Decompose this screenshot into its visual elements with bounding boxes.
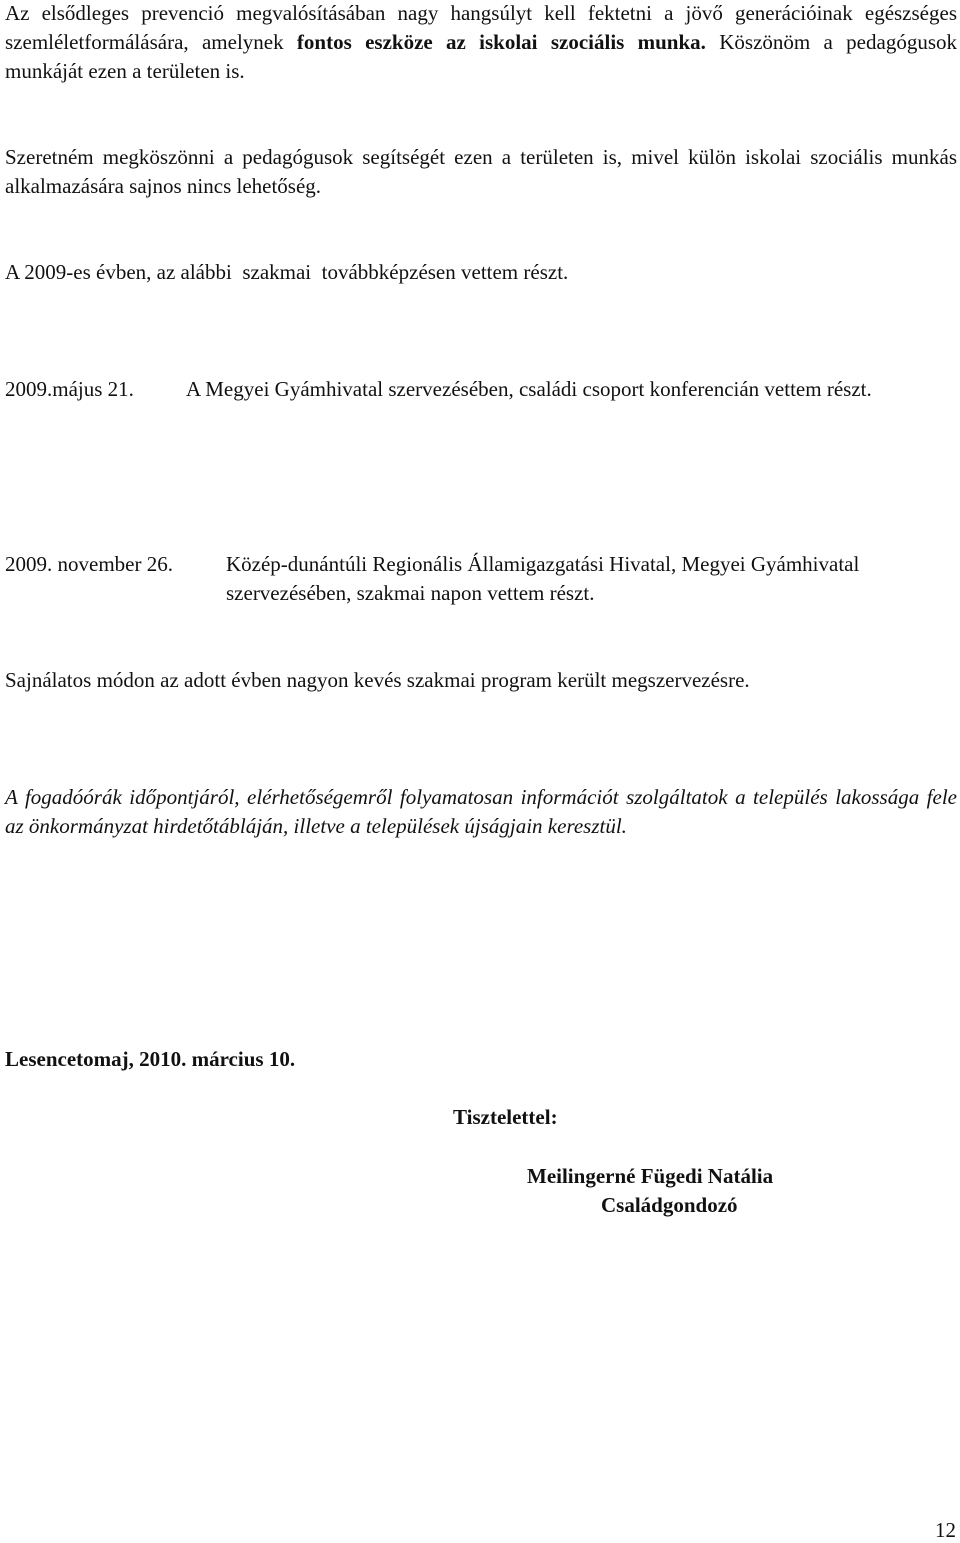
paragraph-few-programs: Sajnálatos módon az adott évben nagyon kevés szakmai program került megszervezésre. (5, 668, 750, 692)
event-may (5, 375, 957, 435)
paragraph-thanks-teachers: Szeretném megköszönni a pedagógusok segítségét ezen a területen is, mivel külön iskolai szociális munkás alkalmazására sajnos nincs lehetőség. (5, 145, 957, 198)
event-description: Közép-dunántúli Regionális Államigazgatási Hivatal, Megyei Gyámhivatal szervezésében, szakmai napon vettem részt. (226, 552, 860, 605)
closing-greeting: Tisztelettel: (453, 1105, 558, 1129)
paragraph-prevention-bold: fontos eszköze az iskolai szociális munka. (296, 30, 706, 54)
event-date: 2009.május 21. (5, 377, 134, 401)
paragraph-prevention (5, 0, 957, 86)
signer-title: Családgondozó (601, 1193, 738, 1217)
paragraph-training-intro: A 2009-es évben, az alábbi szakmai továbbképzésen vettem részt. (5, 260, 569, 284)
place-and-date: Lesencetomaj, 2010. március 10. (5, 1047, 296, 1071)
event-description: A Megyei Gyámhivatal szervezésében, családi csoport konferencián vettem részt. (186, 377, 872, 401)
event-november (5, 550, 957, 610)
signer-name: Meilingerné Fügedi Natália (527, 1164, 774, 1188)
paragraph-office-hours: A fogadóórák időpontjáról, elérhetőségemről folyamatosan információt szolgáltatok a település lakossága fele az önkormányzat hirdetőtábláján, illetve a települések újságjain keresztül. (5, 785, 957, 838)
event-date: 2009. november 26. (5, 552, 173, 576)
page-number: 12 (935, 1518, 956, 1542)
paragraph-prevention-thanks: Köszönöm a pedagógusok munkáját ezen a területen is. (5, 30, 957, 83)
paragraph-prevention-text: Az elsődleges prevenció megvalósításában nagy hangsúlyt kell fektetni a jövő generációinak egészséges szemléletformálására, amelynek (5, 1, 957, 54)
